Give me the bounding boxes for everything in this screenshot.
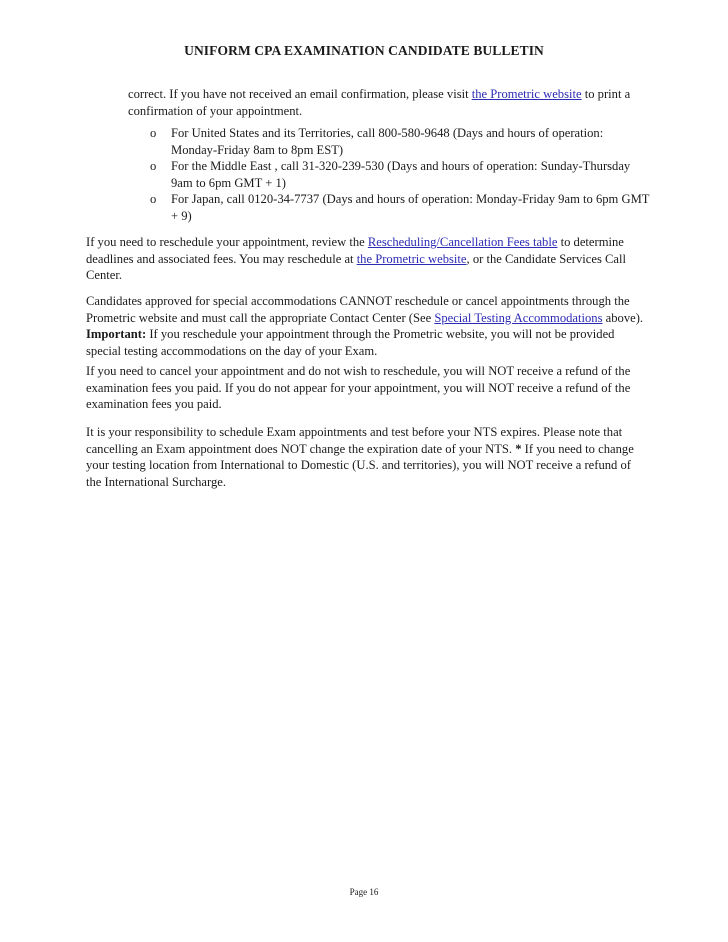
paragraph-text: If you need to cancel your appointment and do not wish to reschedule, you will NOT receive a refund of the examination fees you paid. If you do not appear for your appointment, you will NOT receive a refund of the examination fees you paid. — [86, 364, 631, 411]
paragraph-text: If you need to change your testing location from International to Domestic (U.S. and territories), you will NOT receive a refund of the International Surcharge. — [86, 441, 634, 489]
list-item-text: For Japan, call 0120-34-7737 (Days and hours of operation: Monday-Friday 9am to 6pm GMT + 9) — [171, 192, 650, 223]
cancel-paragraph — [86, 363, 646, 413]
paragraph-text: , or the Candidate Services Call Center. — [86, 251, 626, 282]
header-title-part: B — [473, 43, 483, 58]
bullet-marker: o — [150, 192, 157, 206]
paragraph-text: to determine deadlines and associated fees. You may reschedule at — [86, 235, 624, 266]
important-label: Important: — [86, 327, 147, 341]
list-item — [150, 191, 650, 224]
prometric-website-link[interactable]: the Prometric website — [356, 251, 467, 266]
intro-text: to print a confirmation of your appointment. — [128, 87, 631, 118]
header-title-part: CPA E — [254, 43, 294, 58]
asterisk-mark: * — [515, 441, 522, 456]
header-title-part: ANDIDATE — [398, 43, 474, 58]
list-item-text: For United States and its Territories, call 800-580-9648 (Days and hours of operation: Monday-Friday 8am to 8pm EST) — [171, 126, 604, 157]
page-number: Page 16 — [349, 887, 379, 897]
prometric-website-link[interactable]: the Prometric website — [471, 87, 582, 101]
paragraph-text: above). — [602, 310, 644, 325]
paragraph-text: It is your responsibility to schedule Exam appointments and test before your NTS expires. Please note that cancelling an Exam appointment does NOT change the expiration date of your NTS. — [86, 425, 623, 456]
contact-list — [150, 125, 650, 224]
paragraph-text: If you need to reschedule your appointment, review the — [86, 235, 368, 249]
reschedule-paragraph — [86, 234, 646, 284]
intro-text: correct. If you have not received an email confirmation, please visit — [128, 87, 472, 101]
accommodations-paragraph — [86, 293, 646, 359]
paragraph-text: Candidates approved for special accommodations CANNOT reschedule or cancel appointments through the Prometric website and must call the appropriate Contact Center (See — [86, 294, 630, 325]
list-item-text: For the Middle East , call 31-320-239-530 (Days and hours of operation: Sunday-Thursday 9am to 6pm GMT + 1) — [171, 159, 631, 190]
intro-paragraph — [128, 86, 648, 119]
paragraph-text: If you reschedule your appointment through the Prometric website, you will not be provided special testing accommodations on the day of your Exam. — [86, 327, 615, 358]
bullet-marker: o — [150, 159, 157, 173]
header-title-part: NIFORM — [193, 43, 255, 58]
header-title-part: XAMINATION — [293, 43, 389, 58]
header-title-part: U — [184, 43, 194, 58]
list-item — [150, 158, 650, 191]
bullet-marker: o — [150, 126, 157, 140]
special-accommodations-link[interactable]: Special Testing Accommodations — [434, 310, 603, 325]
page-header — [0, 43, 728, 59]
page-footer — [0, 887, 728, 897]
fees-table-link[interactable]: Rescheduling/Cancellation Fees table — [367, 235, 558, 249]
responsibility-paragraph — [86, 424, 646, 490]
header-title-part: C — [388, 43, 399, 58]
list-item — [150, 125, 650, 158]
header-title-part: ULLETIN — [482, 43, 544, 58]
